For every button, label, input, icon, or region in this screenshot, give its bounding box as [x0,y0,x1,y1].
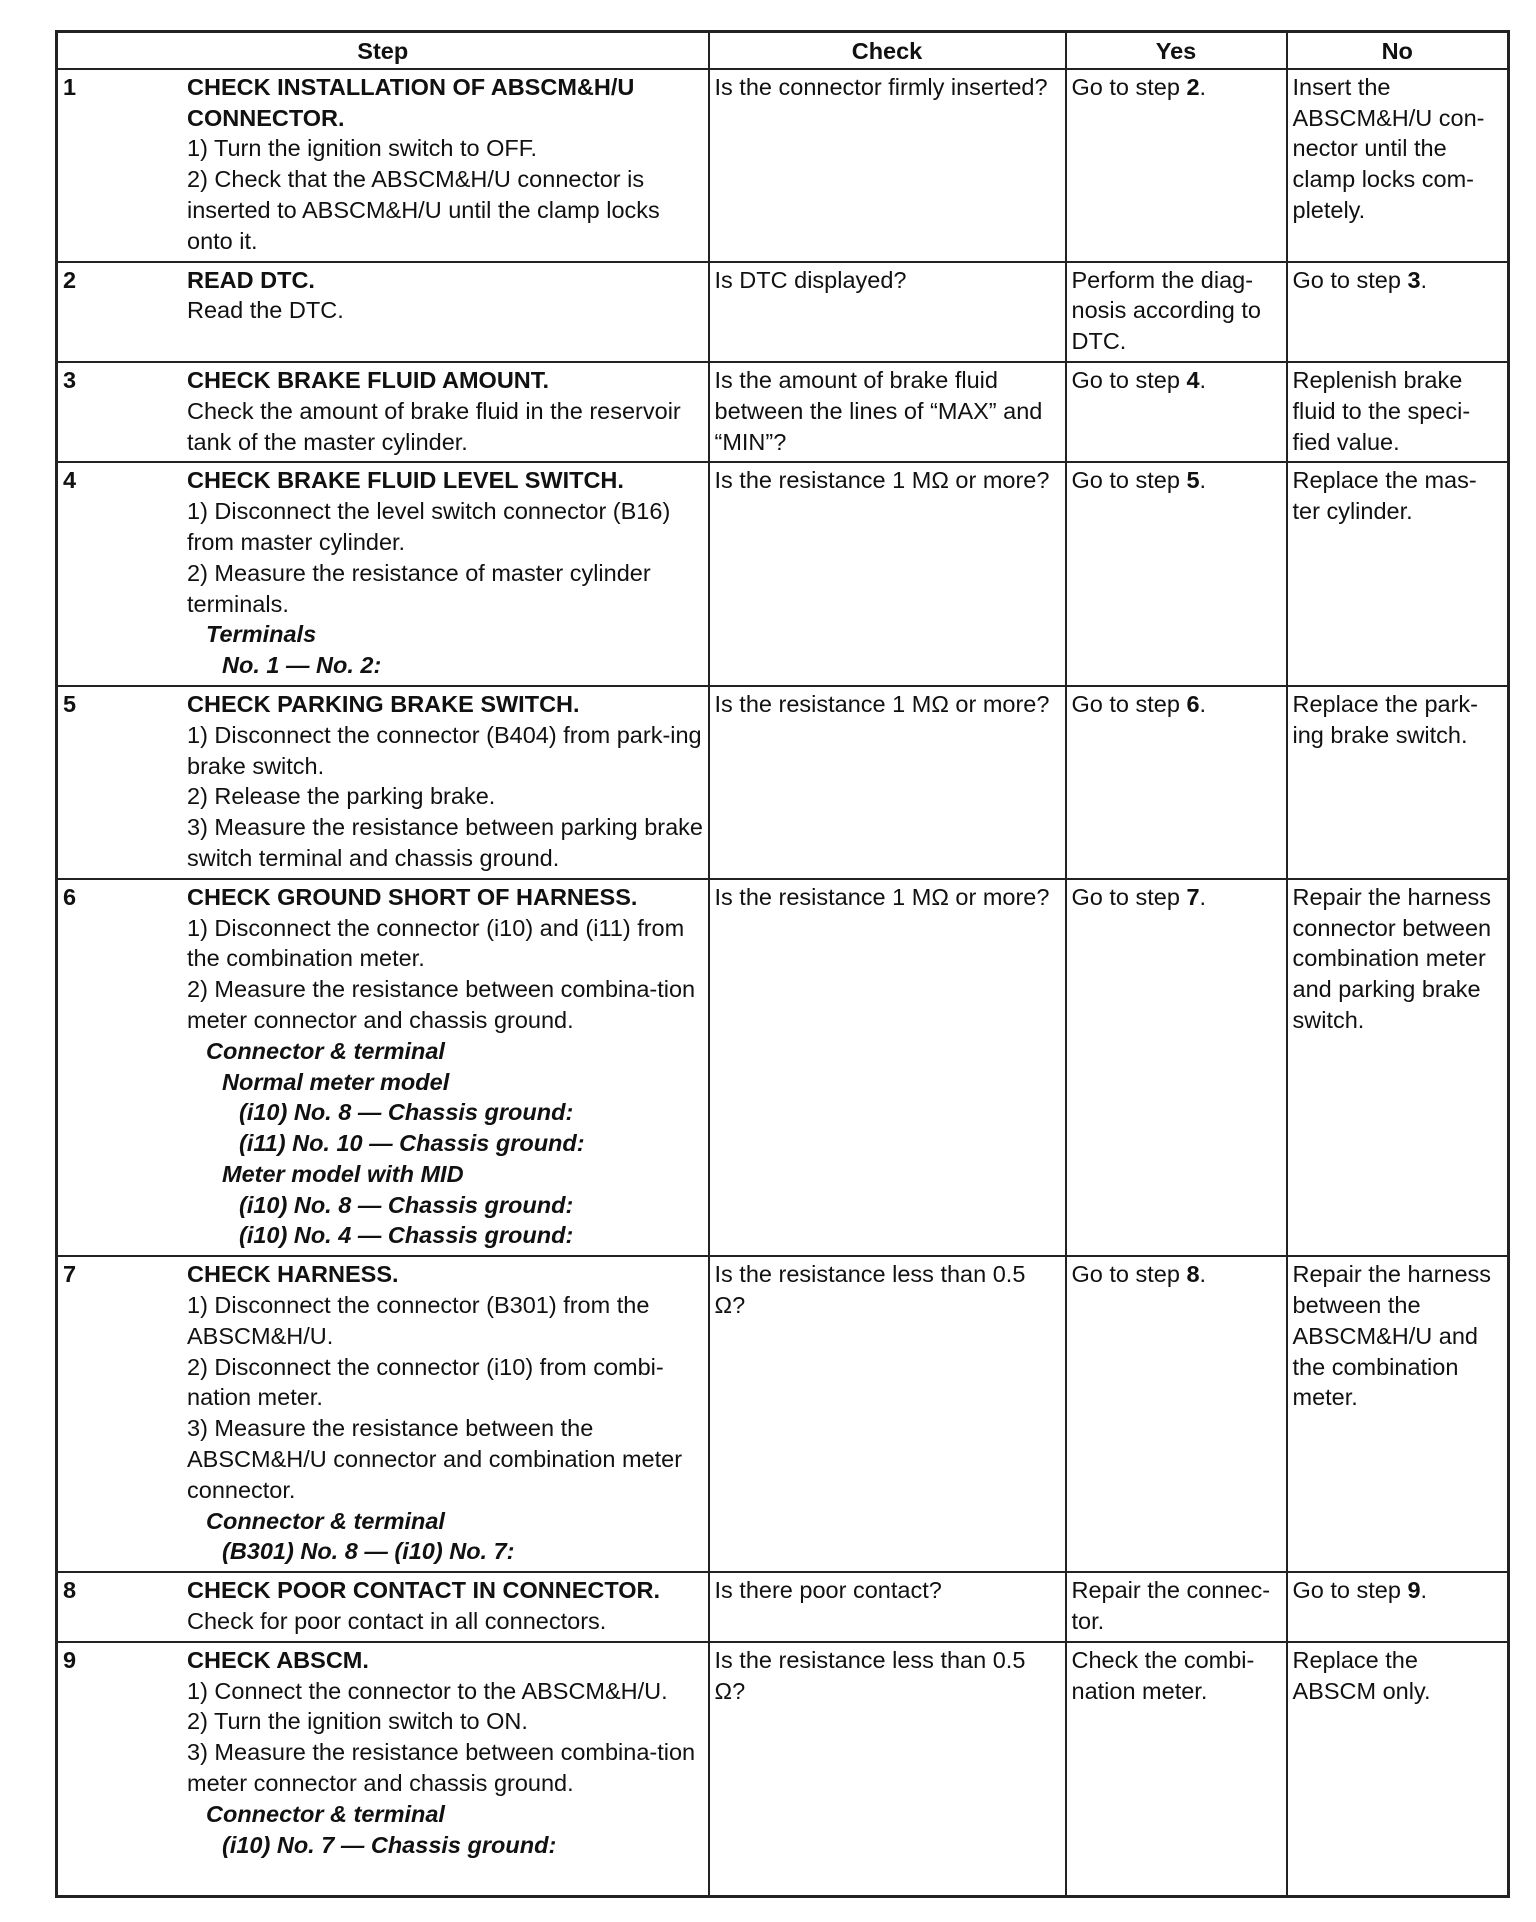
spec-sublabel: Meter model with MID [222,1160,464,1187]
yes-cell: Perform the diag-nosis according to DTC. [1066,262,1287,362]
step-ref: 2 [1186,73,1200,100]
step-title: CHECK POOR CONTACT IN CONNECTOR. [187,1577,661,1604]
step-line: 1) Connect the connector to the ABSCM&H/U. [187,1677,668,1704]
no-cell: Replenish brake fluid to the speci-fied value. [1287,362,1509,462]
check-cell: Is the resistance less than 0.5 Ω? [709,1642,1066,1897]
table-row [57,262,1509,362]
no-cell: Replace the mas-ter cylinder. [1287,462,1509,686]
step-line: 1) Turn the ignition switch to OFF. [187,135,538,162]
check-cell: Is the resistance 1 MΩ or more? [709,686,1066,879]
step-title: CHECK GROUND SHORT OF HARNESS. [187,883,638,910]
step-title: CHECK BRAKE FLUID LEVEL SWITCH. [187,467,624,494]
step-cell [57,262,709,362]
step-line: Check for poor contact in all connectors. [187,1608,607,1635]
step-title: CHECK HARNESS. [187,1261,399,1288]
table-row [57,462,1509,686]
step-cell [57,362,709,462]
yes-cell: Repair the connec-tor. [1066,1572,1287,1642]
check-cell: Is DTC displayed? [709,262,1066,362]
step-cell [57,879,709,1257]
spec-label: Connector & terminal [206,1507,445,1534]
step-title: CHECK ABSCM. [187,1646,369,1673]
step-line: Check the amount of brake fluid in the reservoir tank of the master cylinder. [187,397,681,455]
header-step: Step [57,32,709,69]
spec-value: (B301) No. 8 — (i10) No. 7: [222,1538,515,1565]
table-row [57,69,1509,262]
step-number: 2 [63,266,77,293]
check-cell: Is the resistance less than 0.5 Ω? [709,1256,1066,1572]
check-cell: Is the amount of brake fluid between the lines of “MAX” and “MIN”? [709,362,1066,462]
step-line: 3) Measure the resistance between parking brake switch terminal and chassis ground. [187,814,703,871]
step-ref: 9 [1407,1577,1421,1604]
table-row [57,879,1509,1257]
table-row [57,1572,1509,1642]
step-line: 2) Turn the ignition switch to ON. [187,1708,528,1735]
step-line: 2) Release the parking brake. [187,783,496,810]
step-ref: 4 [1186,366,1200,393]
table-row [57,686,1509,879]
spec-sublabel: Normal meter model [222,1068,450,1095]
yes-cell: Check the combi-nation meter. [1066,1642,1287,1897]
spec-value: (i10) No. 4 — Chassis ground: [239,1222,574,1249]
step-cell [57,686,709,879]
spec-value: (i10) No. 7 — Chassis ground: [222,1831,557,1858]
step-line: 1) Disconnect the connector (B301) from the ABSCM&H/U. [187,1292,650,1349]
step-line: 2) Disconnect the connector (i10) from combi-nation meter. [187,1353,664,1411]
yes-cell: Go to step 5. [1066,462,1287,686]
yes-cell: Go to step 7. [1066,879,1287,1257]
yes-cell: Go to step 4. [1066,362,1287,462]
yes-cell: Go to step 2. [1066,69,1287,262]
step-line: 3) Measure the resistance between combina-tion meter connector and chassis ground. [187,1739,696,1797]
step-number: 6 [63,883,77,910]
header-no: No [1287,32,1509,69]
diagnostic-table [55,30,1510,1898]
spec-value: (i10) No. 8 — Chassis ground: [239,1099,574,1126]
no-cell: Repair the harness connector between combination meter and parking brake switch. [1287,879,1509,1257]
yes-cell: Go to step 8. [1066,1256,1287,1572]
no-cell: Insert the ABSCM&H/U con-nector until the clamp locks com-pletely. [1287,69,1509,262]
spec-value: (i11) No. 10 — Chassis ground: [239,1130,585,1157]
spec-label: Terminals [206,621,317,648]
step-line: 2) Measure the resistance between combina-tion meter connector and chassis ground. [187,976,696,1033]
table-row [57,1256,1509,1572]
step-number: 3 [63,366,77,393]
no-cell: Repair the harness between the ABSCM&H/U and the combination meter. [1287,1256,1509,1572]
check-cell: Is the resistance 1 MΩ or more? [709,879,1066,1257]
step-ref: 3 [1407,266,1421,293]
spec-value: (i10) No. 8 — Chassis ground: [239,1191,574,1218]
step-title: CHECK PARKING BRAKE SWITCH. [187,690,580,717]
spec-label: Connector & terminal [206,1800,445,1827]
step-cell [57,1572,709,1642]
step-line: 3) Measure the resistance between the ABSCM&H/U connector and combination meter connector. [187,1415,683,1503]
step-number: 5 [63,690,77,717]
step-line: 2) Check that the ABSCM&H/U connector is inserted to ABSCM&H/U until the clamp locks onto it. [187,166,660,254]
no-cell: Go to step 9. [1287,1572,1509,1642]
header-row [57,32,1509,69]
no-cell: Replace the park-ing brake switch. [1287,686,1509,879]
check-cell: Is the connector firmly inserted? [709,69,1066,262]
step-line: 2) Measure the resistance of master cylinder terminals. [187,559,651,617]
step-title: CHECK BRAKE FLUID AMOUNT. [187,366,550,393]
step-title: READ DTC. [187,266,315,293]
header-check: Check [709,32,1066,69]
step-ref: 8 [1186,1261,1200,1288]
step-line: 1) Disconnect the connector (B404) from park-ing brake switch. [187,721,702,779]
step-ref: 5 [1186,467,1200,494]
step-ref: 6 [1186,690,1200,717]
step-title: CHECK INSTALLATION OF ABSCM&H/U CONNECTOR. [187,73,635,131]
no-cell: Go to step 3. [1287,262,1509,362]
step-line: 1) Disconnect the connector (i10) and (i11) from the combination meter. [187,914,685,972]
step-number: 4 [63,467,77,494]
step-number: 1 [63,73,77,100]
table-row [57,1642,1509,1897]
step-number: 9 [63,1646,77,1673]
spec-label: Connector & terminal [206,1037,445,1064]
yes-cell: Go to step 6. [1066,686,1287,879]
step-number: 8 [63,1577,77,1604]
header-yes: Yes [1066,32,1287,69]
step-ref: 7 [1186,883,1200,910]
step-cell [57,69,709,262]
step-line: 1) Disconnect the level switch connector (B16) from master cylinder. [187,498,671,555]
table-row [57,362,1509,462]
step-cell [57,1256,709,1572]
check-cell: Is the resistance 1 MΩ or more? [709,462,1066,686]
step-number: 7 [63,1261,77,1288]
check-cell: Is there poor contact? [709,1572,1066,1642]
no-cell: Replace the ABSCM only. [1287,1642,1509,1897]
step-cell [57,462,709,686]
step-cell [57,1642,709,1897]
step-line: Read the DTC. [187,297,344,324]
spec-value: No. 1 — No. 2: [222,652,382,679]
